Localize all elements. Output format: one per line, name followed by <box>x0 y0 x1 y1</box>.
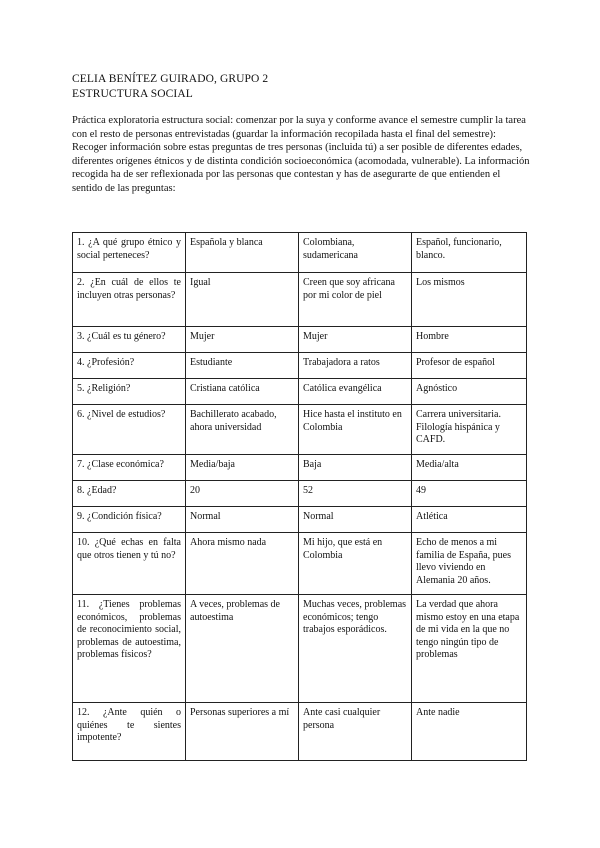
answer-cell: Mujer <box>299 327 412 353</box>
answer-cell: Ante casi cualquier persona <box>299 703 412 761</box>
table-row <box>73 273 527 327</box>
answer-cell: Igual <box>186 273 299 327</box>
question-cell: 2. ¿En cuál de ellos te incluyen otras personas? <box>73 273 186 327</box>
table-row <box>73 703 527 761</box>
question-cell: 4. ¿Profesión? <box>73 353 186 379</box>
table-row <box>73 353 527 379</box>
document-heading <box>72 72 268 102</box>
answer-cell: La verdad que ahora mismo estoy en una etapa de mi vida en la que no tengo ningún tipo de problemas <box>412 595 527 703</box>
answer-cell: Muchas veces, problemas económicos; tengo trabajos esporádicos. <box>299 595 412 703</box>
answer-cell: Hombre <box>412 327 527 353</box>
question-cell: 6. ¿Nivel de estudios? <box>73 405 186 455</box>
answer-cell: Mi hijo, que está en Colombia <box>299 533 412 595</box>
answer-cell: Ahora mismo nada <box>186 533 299 595</box>
answer-cell: Trabajadora a ratos <box>299 353 412 379</box>
author-line: CELIA BENÍTEZ GUIRADO, GRUPO 2 <box>72 73 269 85</box>
question-cell: 10. ¿Qué echas en falta que otros tienen y tú no? <box>73 533 186 595</box>
intro-paragraph-1: Práctica exploratoria estructura social: comenzar por la suya y conforme avance el semestre cumplir la tarea con el resto de personas entrevistadas (guardar la información recopilada hasta el final del semestre): <box>72 115 526 140</box>
table-row <box>73 455 527 481</box>
answer-cell: A veces, problemas de autoestima <box>186 595 299 703</box>
answer-cell: Cristiana católica <box>186 379 299 405</box>
answer-cell: Normal <box>299 507 412 533</box>
table-row <box>73 405 527 455</box>
answer-cell: Hice hasta el instituto en Colombia <box>299 405 412 455</box>
answer-cell: Colombiana, sudamericana <box>299 233 412 273</box>
answer-cell: Ante nadie <box>412 703 527 761</box>
answer-cell: Normal <box>186 507 299 533</box>
answer-cell: Española y blanca <box>186 233 299 273</box>
answer-cell: Echo de menos a mi familia de España, pues llevo viviendo en Alemania 20 años. <box>412 533 527 595</box>
answer-cell: Profesor de español <box>412 353 527 379</box>
answer-cell: Personas superiores a mí <box>186 703 299 761</box>
answer-cell: 52 <box>299 481 412 507</box>
table-row <box>73 233 527 273</box>
answer-cell: Español, funcionario, blanco. <box>412 233 527 273</box>
intro-text <box>72 114 532 196</box>
answer-cell: Carrera universitaria. Filología hispánica y CAFD. <box>412 405 527 455</box>
answer-cell: Baja <box>299 455 412 481</box>
table-row <box>73 327 527 353</box>
question-cell: 12. ¿Ante quién o quiénes te sientes impotente? <box>73 703 186 761</box>
answer-cell: Agnóstico <box>412 379 527 405</box>
table-row <box>73 481 527 507</box>
answer-cell: Atlética <box>412 507 527 533</box>
question-cell: 1. ¿A qué grupo étnico y social perteneces? <box>73 233 186 273</box>
table-row <box>73 379 527 405</box>
table-row <box>73 533 527 595</box>
answer-cell: Bachillerato acabado, ahora universidad <box>186 405 299 455</box>
answer-cell: Media/baja <box>186 455 299 481</box>
document-title: ESTRUCTURA SOCIAL <box>72 88 193 100</box>
answer-cell: 20 <box>186 481 299 507</box>
question-cell: 3. ¿Cuál es tu género? <box>73 327 186 353</box>
question-cell: 7. ¿Clase económica? <box>73 455 186 481</box>
questions-table <box>72 232 527 761</box>
question-cell: 9. ¿Condición física? <box>73 507 186 533</box>
question-cell: 11. ¿Tienes problemas económicos, problemas de reconocimiento social, problemas de autoestima, problemas físicos? <box>73 595 186 703</box>
question-cell: 5. ¿Religión? <box>73 379 186 405</box>
question-cell: 8. ¿Edad? <box>73 481 186 507</box>
table-row <box>73 595 527 703</box>
answer-cell: 49 <box>412 481 527 507</box>
answer-cell: Estudiante <box>186 353 299 379</box>
answer-cell: Católica evangélica <box>299 379 412 405</box>
answer-cell: Creen que soy africana por mi color de piel <box>299 273 412 327</box>
answer-cell: Los mismos <box>412 273 527 327</box>
intro-paragraph-2: Recoger información sobre estas preguntas de tres personas (incluida tú) a ser posible de diferentes edades, diferentes orígenes étnicos y de distinta condición socioeconómica (acomodada, vulnerable). La información recogida ha de ser reflexionada por las personas que contestan y has de asegurarte de que entienden el sentido de las preguntas: <box>72 142 530 194</box>
answer-cell: Mujer <box>186 327 299 353</box>
answer-cell: Media/alta <box>412 455 527 481</box>
table-row <box>73 507 527 533</box>
